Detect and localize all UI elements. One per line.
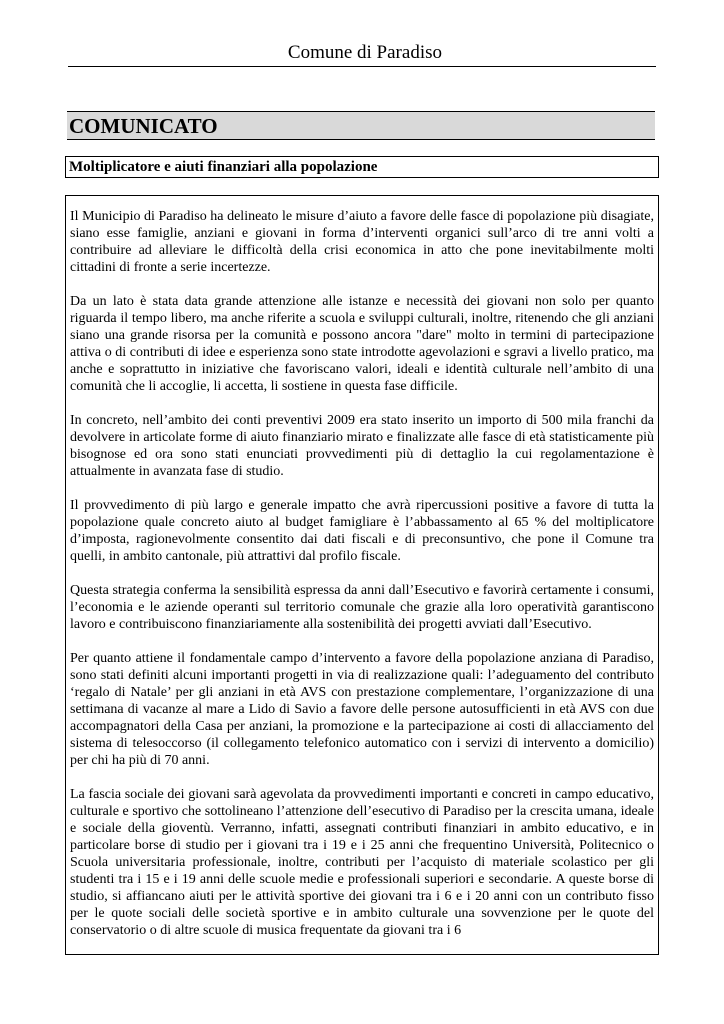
paragraph-7: La fascia sociale dei giovani sarà agevolata da provvedimenti importanti e concreti in campo educativo, culturale e sportivo che sottolineano l’attenzione dell’esecutivo di Paradiso per la crescita umana, ideale e sociale della gioventù. Verranno, infatti, assegnati contributi finanziari in ambito educativo, e in particolare borse di studio per i giovani tra i 19 e i 25 anni che frequentino Università, Politecnico o Scuola universitaria professionale, inoltre, contributi per l’acquisto di materiale scolastico per gli studenti tra i 15 e i 19 anni delle scuole medie e professionali superiori e secondarie. A queste borse di studio, si affiancano aiuti per le attività sportive dei giovani tra i 6 e i 20 anni con un contributo fisso per le quote sociali delle società sportive e in ambito culturale una sovvenzione per le quote del conservatorio o di altre scuole di musica frequentate da giovani tra i 6	[70, 787, 654, 938]
title-banner	[67, 111, 655, 140]
paragraph-5: Questa strategia conferma la sensibilità espressa da anni dall’Esecutivo e favorirà certamente i consumi, l’economia e le aziende operanti sul territorio comunale che grazie alla loro operatività garantiscono lavoro e contribuiscono finanziariamente alla sostenibilità dei progetti avviati dall’Esecutivo.	[70, 583, 654, 632]
municipality-name: Comune di Paradiso	[287, 42, 442, 63]
paragraph-3: In concreto, nell’ambito dei conti preventivi 2009 era stato inserito un importo di 500 mila franchi da devolvere in articolate forme di aiuto finanziario mirato e finalizzate alle fasce di età statisticamente più bisognose ed ora sono stati enunciati provvedimenti più di dettaglio la cui regolamentazione è attualmente in avanzata fase di studio.	[70, 413, 654, 479]
paragraph-4: Il provvedimento di più largo e generale impatto che avrà ripercussioni positive a favore di tutta la popolazione quale concreto aiuto al budget famigliare è l’abbassamento al 65 % del moltiplicatore d’imposta, ragionevolmente consentito dai dati fiscali e di preconsuntivo, che pone il Comune tra quelli, in ambito cantonale, più attrattivi dal profilo fiscale.	[70, 498, 654, 564]
paragraph-2: Da un lato è stata data grande attenzione alle istanze e necessità dei giovani non solo per quanto riguarda il tempo libero, ma anche riferite a scuola e sviluppi culturali, inoltre, ritenendo che gli anziani siano una grande risorsa per la comunità e possono ancora "dare" molto in termini di partecipazione attiva o di contributi di idee e esperienza sono state introdotte agevolazioni e sgravi a livello pratico, ma anche e soprattutto in iniziative che favoriscano valori, ideali e identità culturale nell’ambito di una comunità che li accoglie, li accetta, li sostiene in questa fase difficile.	[70, 294, 654, 394]
page-header	[68, 42, 656, 67]
paragraph-1: Il Municipio di Paradiso ha delineato le misure d’aiuto a favore delle fasce di popolazione più disagiate, siano esse famiglie, anziani e giovani in forma d’interventi organici sull’arco di tre anni volti a contribuire ad alleviare le difficoltà della crisi economica in atto che pone inevitabilmente molti cittadini di fronte a serie incertezze.	[70, 209, 654, 275]
document-title: COMUNICATO	[69, 114, 218, 138]
document-subtitle: Moltiplicatore e aiuti finanziari alla popolazione	[69, 159, 378, 175]
paragraph-6: Per quanto attiene il fondamentale campo d’intervento a favore della popolazione anziana di Paradiso, sono stati definiti alcuni importanti progetti in via di realizzazione quali: l’adeguamento del contributo ‘regalo di Natale’ per gli anziani in età AVS con prestazione complementare, l’organizzazione di una settimana di vacanze al mare a Lido di Savio a favore delle persone autosufficienti in età AVS con due accompagnatori della Casa per anziani, la promozione e la partecipazione ai costi di allacciamento del sistema di telesoccorso (il collegamento telefonico automatico con i servizi di intervento a domicilio) per chi ha più di 70 anni.	[70, 651, 654, 768]
body-frame	[65, 195, 659, 955]
subtitle-box	[65, 156, 659, 178]
body-text	[70, 208, 654, 955]
